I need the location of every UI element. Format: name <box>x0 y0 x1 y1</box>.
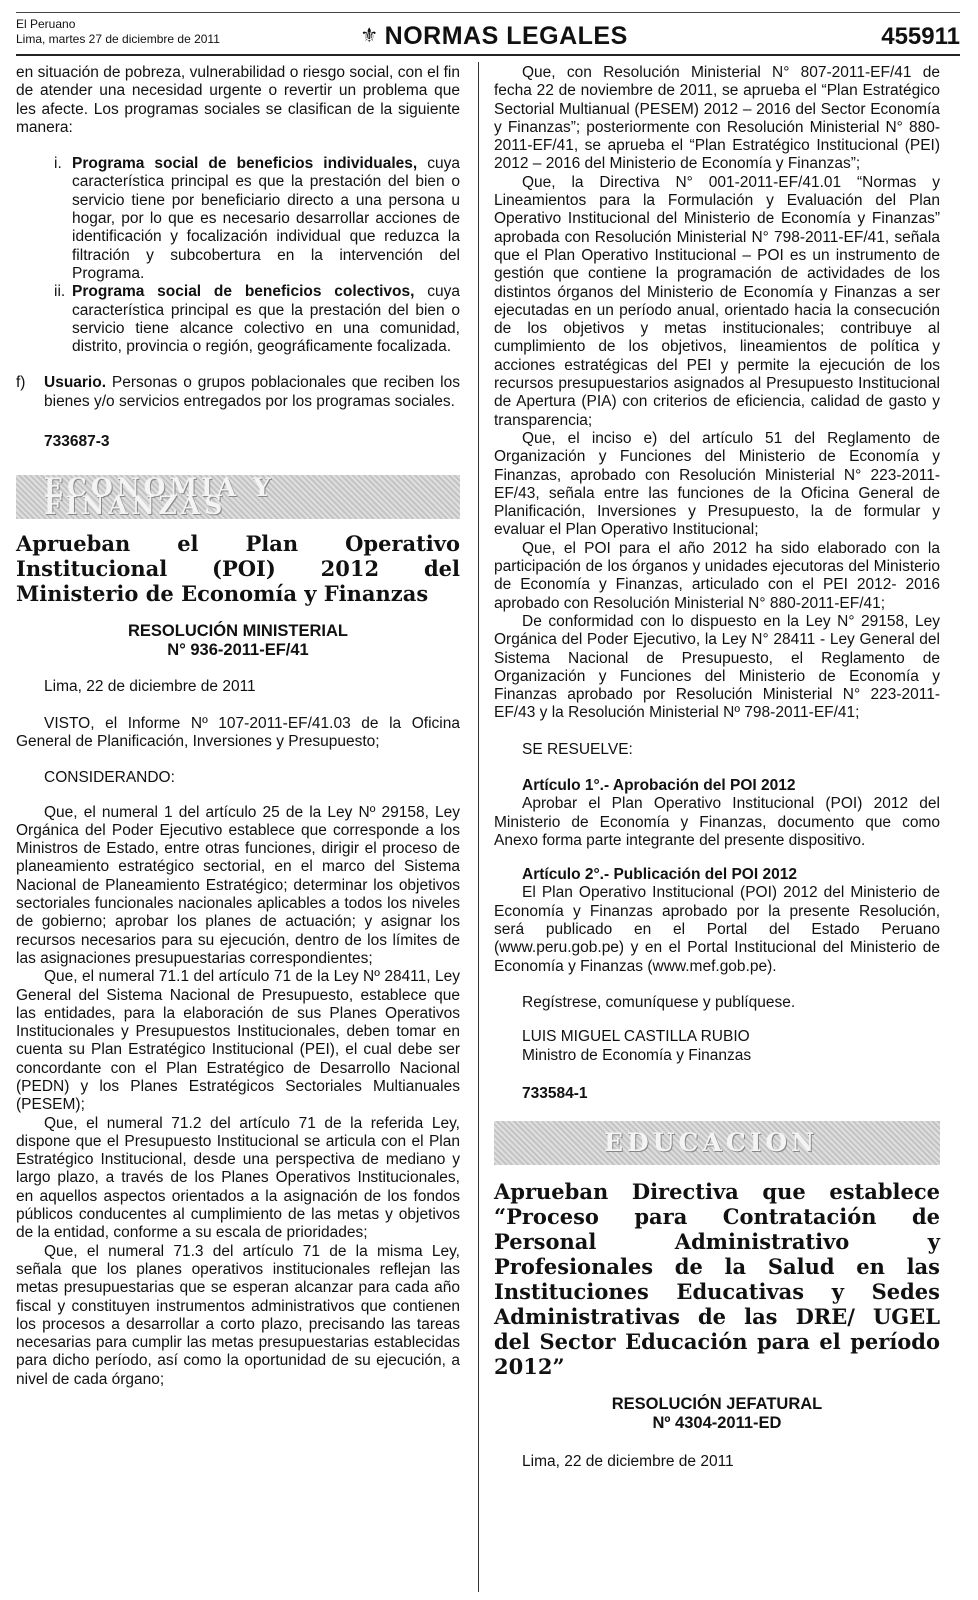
resolution-type: RESOLUCIÓN MINISTERIAL <box>127 622 348 641</box>
definition-text: Personas o grupos poblacionales que reciben los bienes y/o servicios entregados por los programas sociales. <box>44 374 460 410</box>
considerando-paragraph: De conformidad con lo dispuesto en la Ley N° 29158, Ley Orgánica del Poder Ejecutivo, la Ley N° 28411 - Ley General del Sistema Nacional de Presupuesto, el Reglamento de Organización y Funciones del Ministerio de Economía y Finanzas aprobado por Resolución Ministerial N° 223-2011-EF/43 y la Resolución Ministerial Nº 798-2011-EF/41; <box>494 612 940 722</box>
list-item-individual <box>16 155 460 283</box>
definition-usuario <box>16 374 460 411</box>
signer-title: Ministro de Economía y Finanzas <box>522 1046 752 1064</box>
article-2-title: Artículo 2°.- Publicación del POI 2012 <box>522 866 797 884</box>
signer-name: LUIS MIGUEL CASTILLA RUBIO <box>522 1028 750 1046</box>
section-band-economia: ECONOMIA Y FINANZAS <box>16 475 460 519</box>
considerando-paragraph: Que, el inciso e) del artículo 51 del Reglamento de Organización y Funciones del Ministerio de Economía y Finanzas, aprobado con Resolución Ministerial N° 223-2011-EF/43, señala entre las funciones de la Oficina General de Planificación, Inversiones y Presupuesto, la de formular y evaluar el Plan Operativo Institucional; <box>494 429 940 539</box>
resolution-number: N° 936-2011-EF/41 <box>167 641 309 660</box>
resolution-date: Lima, 22 de diciembre de 2011 <box>44 678 256 696</box>
closing-formula: Regístrese, comuníquese y publíquese. <box>522 993 796 1011</box>
publication-date: Lima, martes 27 de diciembre de 2011 <box>16 32 220 46</box>
column-divider <box>478 62 479 1592</box>
considerando-heading: CONSIDERANDO: <box>44 769 175 787</box>
considerando-paragraph: Que, la Directiva N° 001-2011-EF/41.01 “Normas y Lineamientos para la Formulación y Evaluación del Plan Operativo Institucional del Ministerio de Economía y Finanzas” aprobada con Resolución Ministerial N° 798-2011-EF/41, señala que el Plan Operativo Institucional – POI es un instrumento de gestión que contiene la programación de actividades de los distintos órganos del Ministerio de Economía y Finanzas a ser ejecutadas en un período anual, orientado hacia la consecución de los objetivos y metas institucionales; contribuye al cumplimiento de los objetivos, lineamientos de política y acciones estratégicas del PEI y permite la ejecución de los recursos presupuestarios asignados al Presupuesto Institucional de Apertura (PIA) con criterios de eficiencia, calidad de gasto y transparencia; <box>494 173 940 429</box>
document-code: 733687-3 <box>44 433 110 451</box>
article-2-text: El Plan Operativo Institucional (POI) 2012 del Ministerio de Economía y Finanzas aprobado por la presente Resolución, será publicado en el Portal del Estado Peruano (www.peru.gob.pe) y en el Portal Institucional del Ministerio de Economía y Finanzas (www.mef.gob.pe). <box>494 884 940 975</box>
article-1-title: Artículo 1°.- Aprobación del POI 2012 <box>522 776 796 794</box>
list-item-title: Programa social de beneficios individuales, <box>72 155 418 173</box>
considerando-paragraph: Que, el numeral 1 del artículo 25 de la Ley Nº 29158, Ley Orgánica del Poder Ejecutivo establece que corresponde a los Ministros de Estado, entre otras funciones, dirigir el proceso de planeamiento estratégico sectorial, en el marco del Sistema Nacional de Planeamiento Estratégico; determinar los objetivos sectoriales funcionales nacionales aplicables a todos los niveles de gobierno; aprobar los planes de actuación; y asignar los recursos necesarios para su ejecución, dentro de los límites de las asignaciones presupuestarias correspondientes; <box>16 803 460 967</box>
resolution-date: Lima, 22 de diciembre de 2011 <box>522 1453 734 1471</box>
resolution-type: RESOLUCIÓN JEFATURAL <box>611 1395 823 1414</box>
visto-paragraph: VISTO, el Informe Nº 107-2011-EF/41.03 de la Oficina General de Planificación, Inversiones y Presupuesto; <box>16 714 460 750</box>
considerando-paragraph: Que, con Resolución Ministerial N° 807-2011-EF/41 de fecha 22 de noviembre de 2011, se aprueba el “Plan Estratégico Sectorial Multianual (PESEM) 2012 – 2016 del Sector Economía y Finanzas”; posteriormente con Resolución Ministerial N° 880-2011-EF/41, se aprueba el “Plan Estratégico Institucional (PEI) 2012 – 2016 del Ministerio de Economía y Finanzas”; <box>494 64 940 173</box>
headline-poi: Aprueban el Plan Operativo Institucional (POI) 2012 del Ministerio de Economía y Finanzas <box>16 531 460 607</box>
section-band-educacion: EDUCACION <box>494 1121 940 1165</box>
considerando-paragraph: Que, el numeral 71.1 del artículo 71 de la Ley Nº 28411, Ley General del Sistema Nacional de Presupuesto, establece que las entidades, para la elaboración de sus Planes Operativos Institucionales y Presupuestos Institucionales, deben tomar en cuenta su Plan Estratégico Institucional (PEI), el cual debe ser concordante con el Plan Estratégico de Desarrollo Nacional (PEDN) y los Planes Estratégicos Sectoriales Multianuales (PESEM); <box>16 968 460 1114</box>
section-title-block <box>334 22 654 51</box>
headline-directiva: Aprueban Directiva que establece “Proceso para Contratación de Personal Administrativo y Profesionales de la Salud en las Instituciones Educativas y Sedes Administrativas de las DRE/ UGEL del Sector Educación para el período 2012” <box>494 1179 940 1380</box>
list-marker: f) <box>16 374 26 392</box>
page-number: 455911 <box>881 23 960 50</box>
se-resuelve-heading: SE RESUELVE: <box>522 740 633 758</box>
intro-paragraph: en situación de pobreza, vulnerabilidad o riesgo social, con el fin de atender una necesidad urgente o revertir un problema que les afecte. Los programas sociales se clasifican de la siguiente manera: <box>16 64 460 136</box>
list-item-title: Programa social de beneficios colectivos, <box>72 283 415 301</box>
list-item-collective <box>16 283 460 356</box>
considerando-paragraph: Que, el numeral 71.2 del artículo 71 de la referida Ley, dispone que el Presupuesto Institucional se articula con el Plan Estratégico Institucional, desde una perspectiva de mediano y largo plazo, a través de los Planes Operativos Institucionales, en aquellos aspectos orientados a la asignación de los fondos públicos conducentes al cumplimiento de las metas y objetivos de la entidad, conforme a su escala de prioridades; <box>16 1114 460 1242</box>
paper-name: El Peruano <box>16 17 76 31</box>
shield-emblem-icon: ⚜ <box>360 25 379 47</box>
masthead <box>16 8 960 54</box>
document-code: 733584-1 <box>522 1084 588 1102</box>
list-item-text: cuya característica principal es que la prestación del bien o servicio tiene por beneficiario directo a una persona u hogar, por lo que es necesario desarrollar acciones de identificación y focalización individual que reduzca la filtración y subcobertura en la intervención del Programa. <box>72 155 460 282</box>
considerando-paragraph: Que, el numeral 71.3 del artículo 71 de la misma Ley, señala que los planes operativos institucionales reflejan las metas presupuestarias que se esperan alcanzar para cada año fiscal y constituyen instrumentos administrativos que contienen los procesos a desarrollar a corto plazo, precisando las tareas necesarias para cumplir las metas presupuestarias establecidas para dicho período, así como la oportunidad de su ejecución, a nivel de cada órgano; <box>16 1242 460 1388</box>
definition-title: Usuario. <box>44 374 107 392</box>
right-column <box>494 64 940 1471</box>
masthead-top-rule <box>16 12 960 13</box>
resolution-number: Nº 4304-2011-ED <box>652 1414 782 1433</box>
article-1-text: Aprobar el Plan Operativo Institucional (POI) 2012 del Ministerio de Economía y Finanzas, documento que como Anexo forma parte integrante del presente dispositivo. <box>494 795 940 849</box>
masthead-bottom-rule <box>16 54 960 56</box>
considerando-paragraph: Que, el POI para el año 2012 ha sido elaborado con la participación de los órganos y unidades ejecutoras del Ministerio de Economía y Finanzas, articulado con el PEI 2012- 2016 aprobado con Resolución Ministerial N° 880-2011-EF/41; <box>494 539 940 612</box>
list-item-text: cuya característica principal es que la prestación del bien o servicio tiene alcance colectivo en una comunidad, distrito, provincia o región, geográficamente focalizada. <box>72 283 460 356</box>
section-title: NORMAS LEGALES <box>384 22 628 50</box>
list-marker: i. <box>54 155 62 173</box>
list-marker: ii. <box>54 283 66 301</box>
left-column <box>16 64 460 1389</box>
